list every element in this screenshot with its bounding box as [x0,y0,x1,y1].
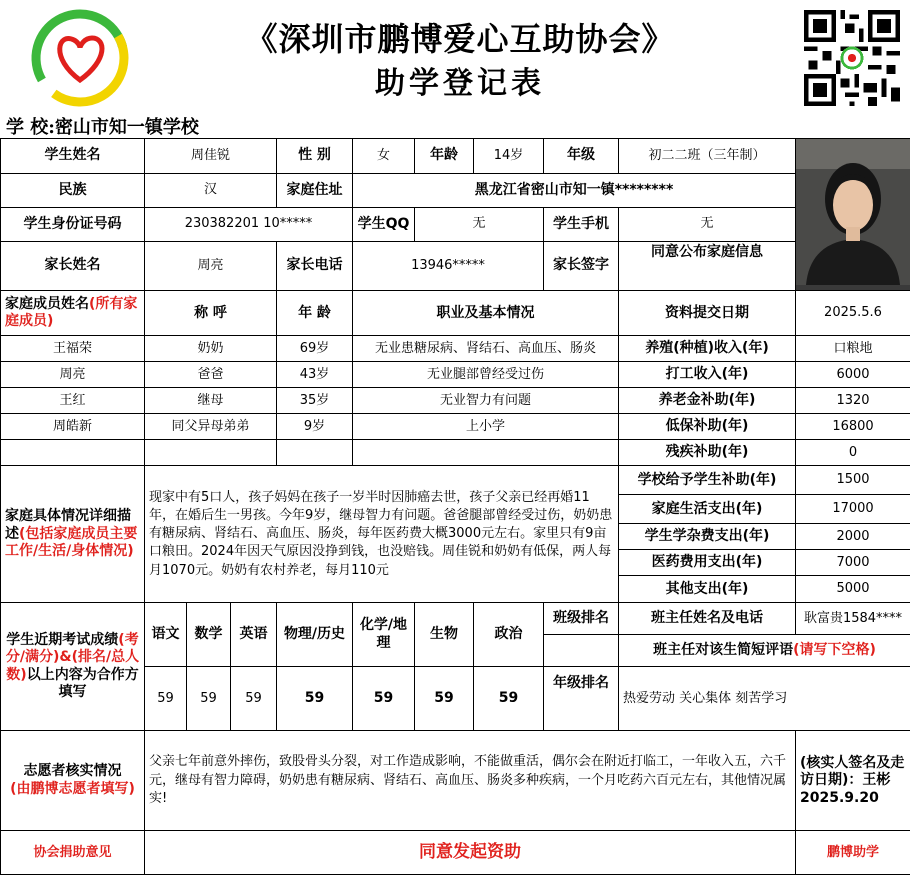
member-name: 王红 [1,388,145,414]
student-name-label: 学生姓名 [1,139,145,174]
parent-phone-value: 13946***** [353,242,544,291]
subject-header: 数学 [187,603,231,667]
member-job: 无业腿部曾经受过伤 [353,362,619,388]
members-header-age: 年 龄 [277,291,353,336]
member-age: 35岁 [277,388,353,414]
form-title: 《深圳市鹏博爱心互助协会》 [180,14,740,60]
scores-label-tail: 以上内容为合作方填写 [27,667,139,701]
finance-label: 家庭生活支出(年) [619,495,796,524]
subject-score: 59 [474,667,544,731]
finance-label: 学校给予学生补助(年) [619,466,796,495]
org-name: 鹏博助学 [796,831,910,875]
consent-label: 同意公布家庭信息 [619,242,796,291]
gender-label: 性 别 [277,139,353,174]
comment-label-note: (请写下空格) [793,642,876,658]
class-rank-value [544,635,619,667]
finance-value: 口粮地 [796,336,910,362]
situation-label [1,466,145,603]
parent-phone-label: 家长电话 [277,242,353,291]
member-relation: 爸爸 [145,362,277,388]
member-job: 上小学 [353,414,619,440]
form-header [0,0,910,112]
parent-value: 周亮 [145,242,277,291]
school-name: 密山市知一镇学校 [55,117,199,138]
grade-label: 年级 [544,139,619,174]
scores-label [1,603,145,731]
member-relation: 同父异母弟弟 [145,414,277,440]
submit-date-value: 2025.5.6 [796,291,910,336]
teacher-comment: 热爱劳动 关心集体 刻苦学习 [619,667,910,731]
members-header-name-text: 家庭成员姓名 [5,296,89,312]
subject-score: 59 [277,667,353,731]
qq-label: 学生QQ [353,208,415,242]
member-relation: 继母 [145,388,277,414]
volunteer-label-note: (由鹏博志愿者填写) [10,781,135,797]
school-label: 学 校: [6,117,55,138]
volunteer-label [1,731,145,831]
school-line [6,113,199,139]
member-job: 无业智力有问题 [353,388,619,414]
ethnic-label: 民族 [1,174,145,208]
member-age [277,440,353,466]
qr-code-icon[interactable] [804,10,900,106]
student-name: 周佳锐 [145,139,277,174]
finance-value: 1500 [796,466,910,495]
finance-label: 学生学杂费支出(年) [619,524,796,550]
student-phone-value: 无 [619,208,796,242]
member-name: 周皓新 [1,414,145,440]
age-value: 14岁 [474,139,544,174]
member-name: 周亮 [1,362,145,388]
member-name: 王福荣 [1,336,145,362]
parent-label: 家长姓名 [1,242,145,291]
situation-label-note: (包括家庭成员主要工作/生活/身体情况) [5,526,137,560]
finance-label: 残疾补助(年) [619,440,796,466]
id-label: 学生身份证号码 [1,208,145,242]
volunteer-sign: (核实人签名及走访日期)：王彬2025.9.20 [796,731,910,831]
finance-label: 其他支出(年) [619,576,796,603]
opinion-value: 同意发起资助 [145,831,796,875]
association-logo [30,8,130,108]
student-photo-image [796,139,910,285]
gender-value: 女 [353,139,415,174]
address-value: 黑龙江省密山市知一镇******** [353,174,796,208]
finance-label: 打工收入(年) [619,362,796,388]
address-label: 家庭住址 [277,174,353,208]
subject-header: 英语 [231,603,277,667]
finance-value: 6000 [796,362,910,388]
situation-label-text: 家庭具体情况详细描述 [5,508,131,542]
finance-label: 养老金补助(年) [619,388,796,414]
volunteer-text: 父亲七年前意外摔伤，致股骨头分裂，对工作造成影响，不能做重活，偶尔会在附近打临工，一年收入五，六千元，继母有智力障碍，奶奶患有糖尿病、肾结石、高血压、肠炎多种疾病，一个月吃药六百元左右，其他情况属实! [145,731,796,831]
subject-header: 物理/历史 [277,603,353,667]
comment-label-text: 班主任对该生简短评语 [653,642,793,658]
finance-label: 养殖(种植)收入(年) [619,336,796,362]
age-label: 年龄 [415,139,474,174]
finance-label: 医药费用支出(年) [619,550,796,576]
parent-sign-label: 家长签字 [544,242,619,291]
subject-score: 59 [353,667,415,731]
member-age: 9岁 [277,414,353,440]
ethnic-value: 汉 [145,174,277,208]
scores-label-note: (考分/满分)&(排名/总人数) [6,632,139,683]
member-age: 69岁 [277,336,353,362]
finance-value: 16800 [796,414,910,440]
grade-value: 初二二班（三年制） [619,139,796,174]
teacher-value: 耿富贵1584**** [796,603,910,635]
subject-header: 化学/地理 [353,603,415,667]
subject-header: 政治 [474,603,544,667]
scores-label-text: 学生近期考试成绩 [6,632,118,648]
members-header-relation: 称 呼 [145,291,277,336]
subject-score: 59 [145,667,187,731]
finance-value: 17000 [796,495,910,524]
class-rank-label: 班级排名 [544,603,619,635]
situation-text: 现家中有5口人，孩子妈妈在孩子一岁半时因肺癌去世，孩子父亲已经再婚11年，在婚后生一男孩。今年9岁，继母智力有问题。爸爸腿部曾经受过伤，奶奶患有糖尿病、肾结石、高血压、肠炎，每年医药费大概3000元左右。家里只有9亩口粮田。2024年因天气原因没挣到钱，也没赔钱。周佳锐和奶奶有低保，两人每月1070元。奶奶有农村养老，每月110元 [145,466,619,603]
opinion-label: 协会捐助意见 [1,831,145,875]
student-photo [796,139,910,291]
grade-rank-label: 年级排名 [544,667,619,731]
id-value: 230382201 10***** [145,208,353,242]
members-header-name [1,291,145,336]
member-relation [145,440,277,466]
member-job [353,440,619,466]
comment-label [619,635,910,667]
submit-date-label: 资料提交日期 [619,291,796,336]
teacher-label: 班主任姓名及电话 [619,603,796,635]
subject-score: 59 [231,667,277,731]
subject-score: 59 [187,667,231,731]
member-name [1,440,145,466]
member-job: 无业患糖尿病、肾结石、高血压、肠炎 [353,336,619,362]
member-age: 43岁 [277,362,353,388]
registration-table [0,138,910,875]
qq-value: 无 [415,208,544,242]
form-subtitle: 助学登记表 [180,58,740,102]
members-header-name-note: (所有家庭成员) [5,296,137,330]
member-relation: 奶奶 [145,336,277,362]
subject-header: 生物 [415,603,474,667]
finance-value: 7000 [796,550,910,576]
volunteer-label-text: 志愿者核实情况 [24,763,122,779]
members-header-job: 职业及基本情况 [353,291,619,336]
finance-value: 2000 [796,524,910,550]
subject-header: 语文 [145,603,187,667]
finance-value: 1320 [796,388,910,414]
finance-label: 低保补助(年) [619,414,796,440]
finance-value: 0 [796,440,910,466]
subject-score: 59 [415,667,474,731]
finance-value: 5000 [796,576,910,603]
student-phone-label: 学生手机 [544,208,619,242]
